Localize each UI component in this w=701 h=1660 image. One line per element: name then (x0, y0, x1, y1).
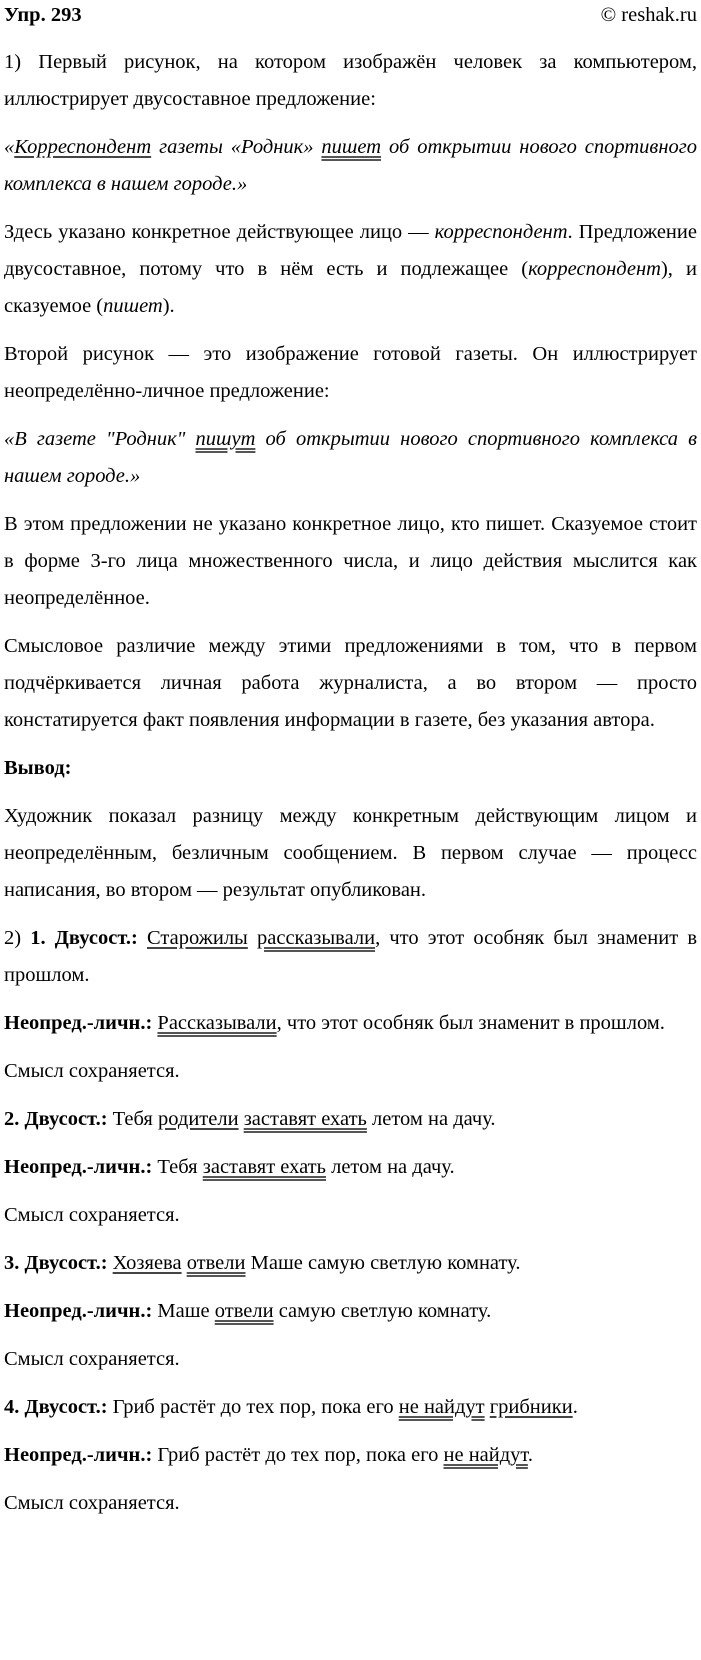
text-segment: об открытии нового спортивного комплекса в нашем городе.» (4, 136, 697, 195)
text-segment: . (572, 1396, 578, 1418)
paragraph (4, 1485, 697, 1522)
paragraph (4, 750, 697, 787)
predicate-double-underlined: заставят ехать (243, 1108, 367, 1130)
text-segment: Тебя (152, 1156, 203, 1178)
text-segment: Маше (152, 1300, 215, 1322)
bold-label: Неопред.-личн.: (4, 1300, 153, 1322)
text-segment: самую светлую комнату. (273, 1300, 492, 1322)
bold-label: Неопред.-личн.: (4, 1012, 153, 1034)
italic-term: корреспондент (528, 258, 661, 280)
bold-label: 2. Двусост.: (4, 1108, 108, 1130)
text-segment: ), и сказуемое ( (4, 258, 697, 317)
text-segment: Художник показал разницу между конкретным действующим лицом и неопределённым, безличным сообщением. В первом случае — процесс написания, во втором — результат опубликован. (4, 805, 697, 901)
italic-term: корреспондент (434, 221, 568, 243)
predicate-double-underlined: пишут (195, 428, 256, 450)
paragraph (4, 1341, 697, 1378)
text-segment (248, 927, 257, 949)
bold-label: 3. Двусост.: (4, 1252, 108, 1274)
bold-label: 4. Двусост.: (4, 1396, 108, 1418)
paragraph (4, 628, 697, 739)
predicate-double-underlined: заставят ехать (202, 1156, 326, 1178)
text-segment: « (4, 136, 15, 158)
paragraph (4, 214, 697, 325)
text-segment: Тебя (107, 1108, 158, 1130)
text-segment: Смысл сохраняется. (4, 1204, 180, 1226)
subject-underlined: Хозяева (112, 1252, 182, 1274)
text-segment: , что этот особняк был знаменит в прошлом. (276, 1012, 665, 1034)
paragraph (4, 920, 697, 994)
text-segment: летом на дачу. (366, 1108, 496, 1130)
predicate-double-underlined: Рассказывали (157, 1012, 277, 1034)
paragraph (4, 1437, 697, 1474)
page-header (4, 0, 697, 30)
paragraph (4, 506, 697, 617)
paragraph (4, 1245, 697, 1282)
subject-underlined: грибники (489, 1396, 573, 1418)
italic-term: пишет (103, 295, 163, 317)
text-segment: 1) Первый рисунок, на котором изображён человек за компьютером, иллюстрирует двусоставное предложение: (4, 51, 697, 110)
text-segment: . Предложение двусоставное, потому что в нём есть и подлежащее ( (4, 221, 697, 280)
paragraph (4, 1053, 697, 1090)
paragraph (4, 1005, 697, 1042)
bold-label: Неопред.-личн.: (4, 1156, 153, 1178)
predicate-double-underlined: рассказывали (257, 927, 376, 949)
text-segment: 2) (4, 927, 31, 949)
subject-underlined: Старожилы (146, 927, 248, 949)
text-segment: Смысл сохраняется. (4, 1348, 180, 1370)
bold-label: Неопред.-личн.: (4, 1444, 153, 1466)
exercise-title: Упр. 293 (4, 3, 82, 26)
text-segment (138, 927, 147, 949)
text-segment: Смысловое различие между этими предложениями в том, что в первом подчёркивается личная работа журналиста, а во втором — просто констатируется факт появления информации в газете, без указания автора. (4, 635, 697, 731)
subject-underlined: родители (157, 1108, 239, 1130)
text-segment: ). (162, 295, 175, 317)
predicate-double-underlined: не найдут (398, 1396, 485, 1418)
paragraph (4, 1101, 697, 1138)
exercise-answer-body (4, 44, 697, 1533)
text-segment: Здесь указано конкретное действующее лицо — (4, 221, 435, 243)
text-segment: Второй рисунок — это изображение готовой газеты. Он иллюстрирует неопределённо-личное предложение: (4, 343, 697, 402)
text-segment: об открытии нового спортивного комплекса в нашем городе.» (4, 428, 697, 487)
paragraph (4, 1197, 697, 1234)
text-segment: . (527, 1444, 533, 1466)
text-segment: , что этот особняк был знаменит в прошлом. (4, 927, 698, 986)
paragraph (4, 1389, 697, 1426)
predicate-double-underlined: отвели (214, 1300, 274, 1322)
paragraph (4, 421, 697, 495)
bold-label: 1. Двусост.: (30, 927, 138, 949)
text-segment: газеты «Родник» (151, 136, 322, 158)
bold-label: Вывод: (4, 757, 72, 779)
subject-underlined: Корреспондент (14, 136, 152, 158)
text-segment: Гриб растёт до тех пор, пока его (107, 1396, 399, 1418)
text-segment: В этом предложении не указано конкретное лицо, кто пишет. Сказуемое стоит в форме 3-го лица множественного числа, и лицо действия мыслится как неопределённое. (4, 513, 697, 609)
text-segment: Смысл сохраняется. (4, 1060, 180, 1082)
predicate-double-underlined: отвели (186, 1252, 246, 1274)
predicate-double-underlined: не найдут (443, 1444, 528, 1466)
copyright-label: © reshak.ru (600, 3, 697, 26)
paragraph (4, 798, 697, 909)
predicate-double-underlined: пишет (321, 136, 382, 158)
text-segment: летом на дачу. (325, 1156, 455, 1178)
text-segment: Гриб растёт до тех пор, пока его (152, 1444, 444, 1466)
text-segment: «В газете "Родник" (4, 428, 196, 450)
paragraph (4, 1293, 697, 1330)
text-segment: Смысл сохраняется. (4, 1492, 180, 1514)
paragraph (4, 44, 697, 118)
text-segment: Маше самую светлую комнату. (245, 1252, 521, 1274)
paragraph (4, 129, 697, 203)
paragraph (4, 336, 697, 410)
paragraph (4, 1149, 697, 1186)
